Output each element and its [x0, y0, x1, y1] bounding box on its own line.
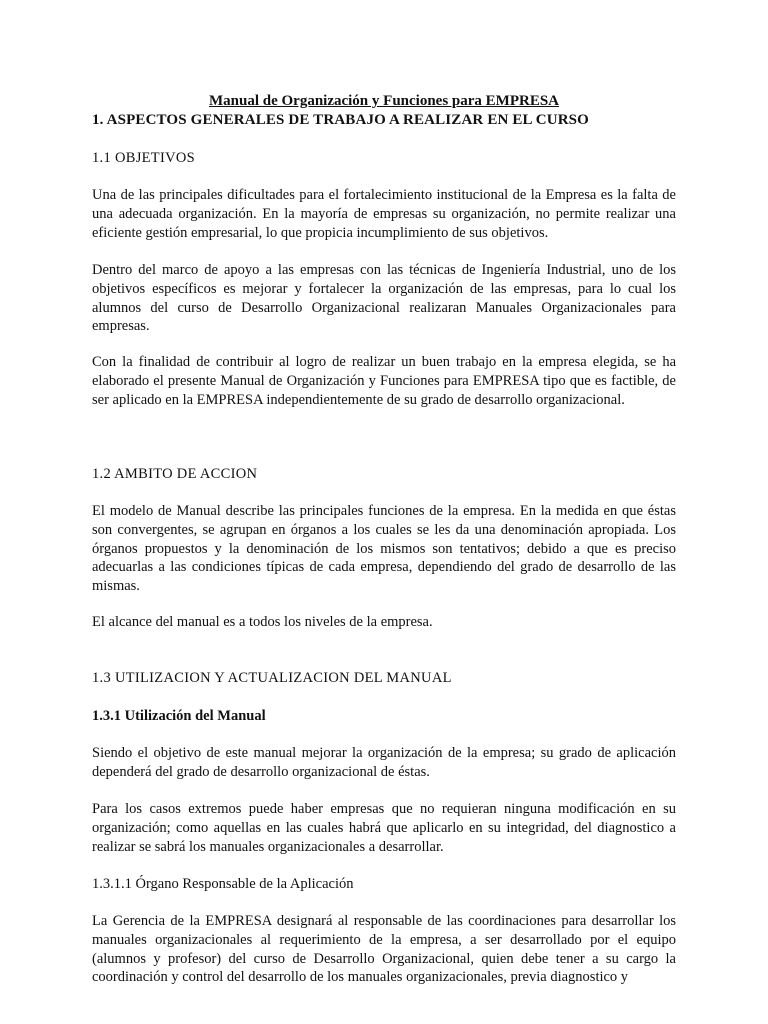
- document-title: Manual de Organización y Funciones para EMPRESA: [208, 93, 560, 109]
- utilizacion-paragraph-2: Para los casos extremos puede haber empresas que no requieran ninguna modificación en su organización; como aquellas en las cuales habrá que aplicarlo en su integridad, del diagnostico a realizar se sabrá los manuales organizacionales a desarrollar.: [92, 801, 676, 855]
- objetivos-paragraph-1: Una de las principales dificultades para el fortalecimiento institucional de la Empresa es la falta de una adecuada organización. En la mayoría de empresas su organización, no permite realizar una eficiente gestión empresarial, lo que propicia incumplimiento de sus objetivos.: [92, 187, 676, 241]
- ambito-paragraph-2: El alcance del manual es a todos los niveles de la empresa.: [92, 614, 433, 630]
- section-1-heading: 1. ASPECTOS GENERALES DE TRABAJO A REALIZAR EN EL CURSO: [92, 112, 589, 128]
- section-1-3-1-1-heading: 1.3.1.1 Órgano Responsable de la Aplicación: [92, 876, 354, 892]
- objetivos-paragraph-3: Con la finalidad de contribuir al logro de realizar un buen trabajo en la empresa elegida, se ha elaborado el presente Manual de Organización y Funciones para EMPRESA tipo que es factible, de ser aplicado en la EMPRESA independientemente de su grado de desarrollo organizacional.: [92, 354, 676, 408]
- section-1-1-heading: 1.1 OBJETIVOS: [92, 150, 195, 166]
- organo-responsable-paragraph: La Gerencia de la EMPRESA designará al responsable de las coordinaciones para desarrollar los manuales organizacionales al requerimiento de la empresa, a ser desarrollado por el equipo (alumnos y profesor) del curso de Desarrollo Organizacional, quien debe tener a su cargo la coordinación y control del desarrollo de los manuales organizacionales, previa diagnostico y: [92, 913, 676, 986]
- section-1-3-heading: 1.3 UTILIZACION Y ACTUALIZACION DEL MANUAL: [92, 670, 452, 686]
- ambito-paragraph-1: El modelo de Manual describe las principales funciones de la empresa. En la medida en que éstas son convergentes, se agrupan en órganos a los cuales se les da una denominación apropiada. Los órganos propuestos y la denominación de los mismos son tentativos; debido a que es preciso adecuarlas a las condiciones típicas de cada empresa, dependiendo del grado de desarrollo de las mismas.: [92, 503, 676, 595]
- section-1-3-1-heading: 1.3.1 Utilización del Manual: [92, 708, 266, 724]
- section-1-2-heading: 1.2 AMBITO DE ACCION: [92, 466, 258, 482]
- utilizacion-paragraph-1: Siendo el objetivo de este manual mejorar la organización de la empresa; su grado de aplicación dependerá del grado de desarrollo organizacional de éstas.: [92, 745, 676, 780]
- objetivos-paragraph-2: Dentro del marco de apoyo a las empresas con las técnicas de Ingeniería Industrial, uno de los objetivos específicos es mejorar y fortalecer la organización de las empresas, para lo cual los alumnos del curso de Desarrollo Organizacional realizaran Manuales Organizacionales para empresas.: [92, 262, 676, 335]
